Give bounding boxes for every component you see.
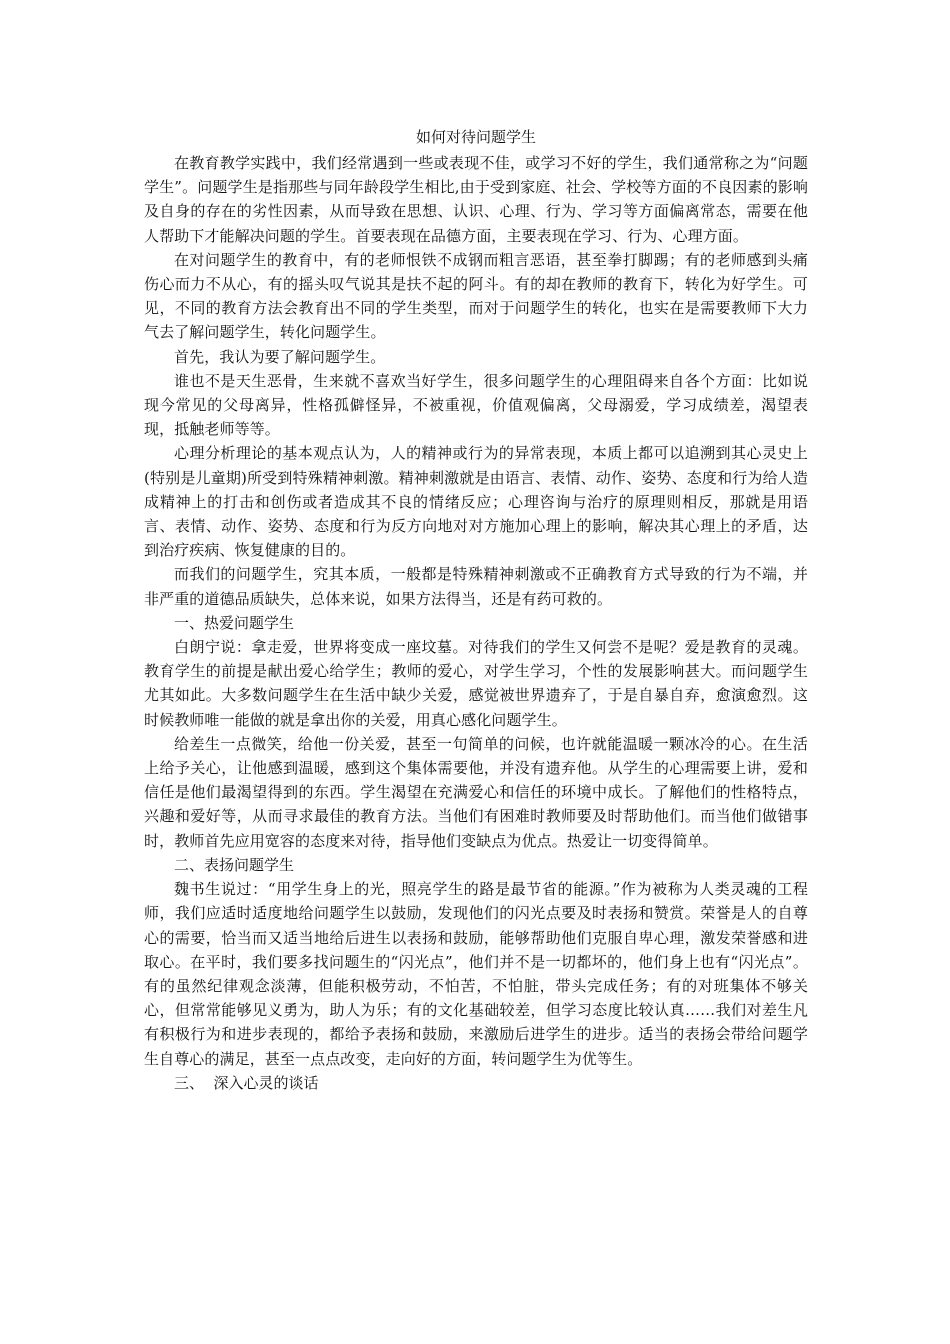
paragraph-smile: 给差生一点微笑，给他一份关爱，甚至一句简单的问候，也许就能温暖一颗冰冷的心。在生活上给予关心，让他感到温暖，感到这个集体需要他，并没有遗弃他。从学生的心理需要上讲，爱和信任是他们最渴望得到的东西。学生渴望在充满爱心和信任的环境中成长。了解他们的性格特点，兴趣和爱好等，从而寻求最佳的教育方法。当他们有困难时教师要及时帮助他们。而当他们做错事时，教师首先应用宽容的态度来对待，指导他们变缺点为优点。热爱让一切变得简单。: [144, 734, 808, 850]
section-heading-praise: 二、表扬问题学生: [174, 855, 295, 874]
document-title: 如何对待问题学生: [415, 128, 536, 146]
section-heading-talk: 三、 深入心灵的谈话: [174, 1073, 319, 1092]
paragraph-essence: 而我们的问题学生，究其本质，一般都是特殊精神刺激或不正确教育方式导致的行为不端，并非严重的道德品质缺失，总体来说，如果方法得当，还是有药可救的。: [144, 565, 808, 608]
paragraph-browning: 白朗宁说：拿走爱，世界将变成一座坟墓。对待我们的学生又何尝不是呢？爱是教育的灵魂。教育学生的前提是献出爱心给学生；教师的爱心，对学生学习，个性的发展影响甚大。而问题学生尤其如此。大多数问题学生在生活中缺少关爱，感觉被世界遗弃了，于是自暴自弃，愈演愈烈。这时候教师唯一能做的就是拿出你的关爱，用真心感化问题学生。: [144, 638, 808, 729]
paragraph-causes: 谁也不是天生恶骨，生来就不喜欢当好学生，很多问题学生的心理阻碍来自各个方面：比如说现今常见的父母离异，性格孤僻怪异，不被重视，价值观偏离，父母溺爱，学习成绩差，渴望表现，抵触老师等等。: [144, 371, 808, 439]
paragraph-teacher-attitudes: 在对问题学生的教育中，有的老师恨铁不成钢而粗言恶语，甚至拳打脚踢；有的老师感到头痛伤心而力不从心，有的摇头叹气说其是扶不起的阿斗。有的却在教师的教育下，转化为好学生。可见，不同的教育方法会教育出不同的学生类型，而对于问题学生的转化，也实在是需要教师下大力气去了解问题学生，转化问题学生。: [144, 250, 808, 342]
document-page: [144, 127, 808, 1095]
document-body: [144, 151, 808, 1095]
section-heading-love: 一、热爱问题学生: [174, 613, 295, 632]
paragraph-psychoanalysis: 心理分析理论的基本观点认为，人的精神或行为的异常表现，本质上都可以追溯到其心灵史上(特别是儿童期)所受到特殊精神刺激。精神刺激就是由语言、表情、动作、姿势、态度和行为给人造成精神上的打击和创伤或者造成其不良的情绪反应；心理咨询与治疗的原理则相反，那就是用语言、表情、动作、姿势、态度和行为反方向地对对方施加心理上的影响，解决其心理上的矛盾，达到治疗疾病、恢复健康的目的。: [144, 444, 808, 560]
paragraph-intro: 在教育教学实践中，我们经常遇到一些或表现不佳，或学习不好的学生，我们通常称之为“问题学生”。问题学生是指那些与同年龄段学生相比,由于受到家庭、社会、学校等方面的不良因素的影响及自身的存在的劣性因素，从而导致在思想、认识、心理、行为、学习等方面偏离常态，需要在他人帮助下才能解决问题的学生。首要表现在品德方面，主要表现在学习、行为、心理方面。: [144, 154, 808, 245]
paragraph-wei-shusheng: 魏书生说过：“用学生身上的光，照亮学生的路是最节省的能源。”作为被称为人类灵魂的工程师，我们应适时适度地给问题学生以鼓励，发现他们的闪光点要及时表扬和赞赏。荣誉是人的自尊心的需要，恰当而又适当地给后进生以表扬和鼓励，能够帮助他们克服自卑心理，激发荣誉感和进取心。在平时，我们要多找问题生的“闪光点”，他们并不是一切都坏的，他们身上也有“闪光点”。有的虽然纪律观念淡薄，但能积极劳动，不怕苦，不怕脏，带头完成任务；有的对班集体不够关心，但常常能够见义勇为，助人为乐；有的文化基础较差，但学习态度比较认真……我们对差生凡有积极行为和进步表现的，都给予表扬和鼓励，来激励后进学生的进步。适当的表扬会带给问题学生自尊心的满足，甚至一点点改变，走向好的方面，转问题学生为优等生。: [144, 880, 808, 1068]
paragraph-first-understand: 首先，我认为要了解问题学生。: [174, 347, 386, 366]
